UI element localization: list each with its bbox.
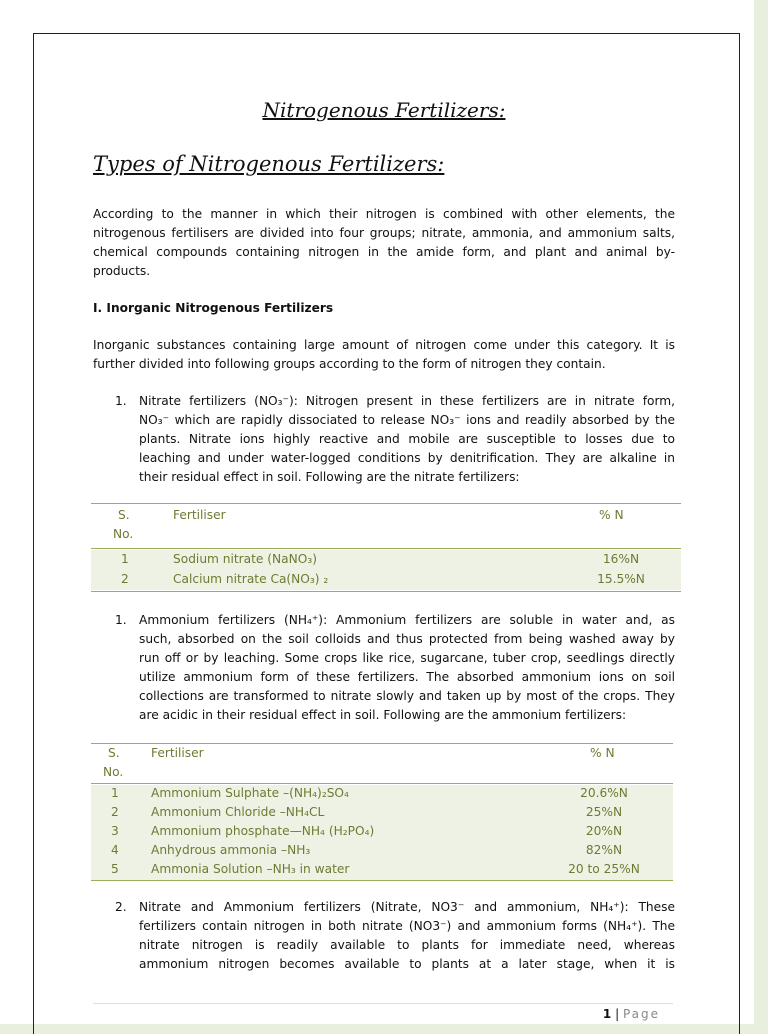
- row-percent-n: 16%N: [602, 552, 640, 566]
- row-percent-n: 20%N: [585, 824, 623, 838]
- row-fertiliser: Ammonium Chloride –NH₄CL: [151, 805, 325, 819]
- header-fertiliser: Fertiliser: [173, 508, 226, 522]
- row-sno: 3: [111, 824, 119, 838]
- header-sno: S.: [118, 508, 130, 522]
- footer-separator: |: [615, 1007, 620, 1021]
- ammonium-table: [91, 743, 673, 882]
- row-fertiliser: Ammonium phosphate—NH₄ (H₂PO₄): [151, 824, 375, 838]
- header-percent-n: % N: [590, 746, 615, 760]
- row-sno: 2: [111, 805, 119, 819]
- item-line: leaching and under water-logged conditions by denitrification. They are alkaline in: [139, 451, 675, 465]
- row-percent-n: 25%N: [585, 805, 623, 819]
- item-line: Nitrate and Ammonium fertilizers (Nitrate, NO3⁻ and ammonium, NH₄⁺): These: [139, 900, 675, 914]
- row-percent-n: 15.5%N: [597, 572, 645, 586]
- row-fertiliser: Anhydrous ammonia –NH₃: [151, 843, 311, 857]
- item-line: nitrate nitrogen is readily available to plants for immediate need, whereas: [139, 938, 675, 952]
- row-fertiliser: Sodium nitrate (NaNO₃): [173, 552, 317, 566]
- intro-line: products.: [93, 264, 151, 278]
- row-sno: 5: [111, 862, 119, 876]
- section-paragraph: [93, 336, 675, 374]
- page-number: 1: [602, 1007, 612, 1021]
- item-line: ammonium nitrogen becomes available to plants at a later stage, when it is: [139, 957, 675, 971]
- item-line: Ammonium fertilizers (NH₄⁺): Ammonium fertilizers are soluble in water and, as: [139, 613, 675, 627]
- item-line: utilize ammonium form of these fertilizers. The absorbed ammonium ions on soil: [139, 670, 675, 684]
- section-title: Types of Nitrogenous Fertilizers:: [93, 152, 445, 176]
- row-percent-n: 82%N: [585, 843, 623, 857]
- row-sno: 1: [121, 552, 129, 566]
- list-number: 1.: [115, 394, 127, 408]
- item-line: NO₃⁻ which are rapidly dissociated to release NO₃⁻ ions and readily absorbed by the: [139, 413, 675, 427]
- header-sno: No.: [113, 527, 134, 541]
- row-percent-n: 20 to 25%N: [568, 862, 640, 876]
- item-line: such, absorbed on the soil colloids and thus protected from being washed away by: [139, 632, 675, 646]
- document-title: Nitrogenous Fertilizers:: [262, 98, 506, 122]
- page-label: Page: [622, 1007, 660, 1021]
- nitrate-table: [91, 503, 681, 593]
- section-line: Inorganic substances containing large amount of nitrogen come under this category. It is: [93, 338, 675, 352]
- section-heading: I. Inorganic Nitrogenous Fertilizers: [93, 301, 334, 315]
- row-sno: 1: [111, 786, 119, 800]
- item-line: run off or by leaching. Some crops like rice, sugarcane, tuber crop, seedlings directly: [139, 651, 675, 665]
- item-line: their residual effect in soil. Following are the nitrate fertilizers:: [139, 470, 520, 484]
- list-number: 1.: [115, 613, 127, 627]
- row-fertiliser: Ammonia Solution –NH₃ in water: [151, 862, 350, 876]
- row-sno: 4: [111, 843, 119, 857]
- item-line: Nitrate fertilizers (NO₃⁻): Nitrogen present in these fertilizers are in nitrate form,: [139, 394, 675, 408]
- row-sno: 2: [121, 572, 129, 586]
- row-fertiliser: Calcium nitrate Ca(NO₃) ₂: [173, 572, 329, 586]
- section-line: further divided into following groups according to the form of nitrogen they contain.: [93, 357, 606, 371]
- intro-paragraph: [93, 205, 675, 281]
- header-percent-n: % N: [599, 508, 624, 522]
- item-line: plants. Nitrate ions highly reactive and mobile are susceptible to losses due to: [139, 432, 675, 446]
- footer-rule: [93, 1003, 673, 1004]
- item-line: are acidic in their residual effect in soil. Following are the ammonium fertilizers:: [139, 708, 627, 722]
- row-fertiliser: Ammonium Sulphate –(NH₄)₂SO₄: [151, 786, 349, 800]
- intro-line: nitrogenous fertilisers are divided into four groups; nitrate, ammonia, and ammonium salts,: [93, 226, 675, 240]
- header-fertiliser: Fertiliser: [151, 746, 204, 760]
- header-sno: No.: [103, 765, 124, 779]
- page-footer: [603, 1007, 660, 1021]
- header-sno: S.: [108, 746, 120, 760]
- intro-line: According to the manner in which their nitrogen is combined with other elements, the: [93, 207, 675, 221]
- intro-line: chemical compounds containing nitrogen in the amide form, and plant and animal by-: [93, 245, 675, 259]
- item-line: collections are transformed to nitrate slowly and taken up by most of the crops. They: [139, 689, 675, 703]
- item-line: fertilizers contain nitrogen in both nitrate (NO3⁻) and ammonium forms (NH₄⁺). The: [139, 919, 675, 933]
- row-percent-n: 20.6%N: [580, 786, 628, 800]
- list-number: 2.: [115, 900, 127, 914]
